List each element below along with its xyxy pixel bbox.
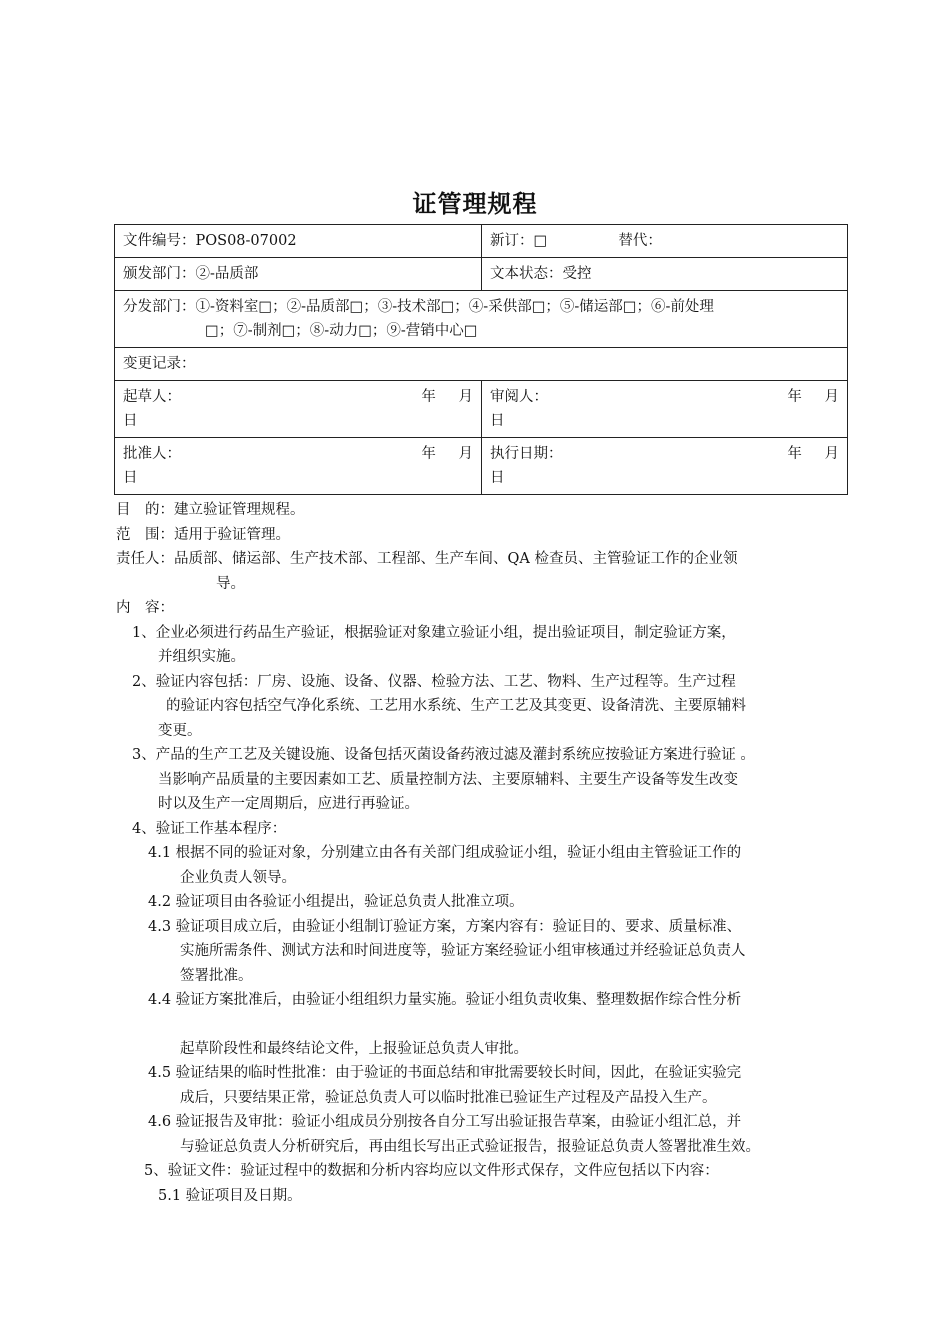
exec-date-cell [482, 438, 848, 495]
revision-cell [482, 225, 848, 258]
item-4-1-line-2: 企业负责人领导。 [180, 869, 296, 886]
distribution-cell [115, 291, 848, 348]
item-4-3-line-2: 实施所需条件、测试方法和时间进度等，验证方案经验证小组审核通过并经验证总负责人 [180, 943, 746, 959]
item-2-line-1: 2、验证内容包括：厂房、设施、设备、仪器、检验方法、工艺、物料、生产过程等。生产过程 [132, 673, 736, 690]
approver-day: 日 [123, 470, 138, 486]
item-3-line-3: 时以及生产一定周期后，应进行再验证。 [158, 796, 419, 812]
item-4-5-line-2: 成后，只要结果正常，验证总负责人可以临时批准已验证生产过程及产品投入生产。 [180, 1089, 717, 1106]
exec-date-label: 执行日期： [490, 446, 563, 462]
item-3-line-1: 3、产品的生产工艺及关键设施、设备包括灭菌设备药液过滤及灌封系统应按验证方案进行验证 。 [132, 747, 755, 763]
item-3-line-2: 当影响产品质量的主要因素如工艺、质量控制方法、主要原辅料、主要生产设备等发生改变 [158, 771, 738, 788]
approver-cell [115, 438, 482, 495]
item-4-2: 4.2 验证项目由各验证小组提出，验证总负责人批准立项。 [148, 894, 524, 910]
distribution-line-1: 分发部门：①-资料室□；②-品质部□；③-技术部□；④-采供部□；⑤-储运部□；⑥-前处理 [123, 299, 714, 315]
change-record: 变更记录： [123, 356, 196, 372]
exec-date-year-month: 年 月 [787, 446, 839, 462]
item-5-1: 5.1 验证项目及日期。 [158, 1187, 302, 1204]
item-4-5-line-1: 4.5 验证结果的临时性批准：由于验证的书面总结和审批需要较长时间，因此，在验证实验完 [148, 1065, 742, 1081]
item-2-line-3: 变更。 [158, 722, 202, 739]
content-label: 内 容： [116, 600, 174, 616]
reviewer-label: 审阅人： [490, 389, 548, 405]
issued-by-cell [115, 258, 482, 291]
reviewer-year-month: 年 月 [787, 389, 839, 405]
item-4-3-line-3: 签署批准。 [180, 967, 253, 984]
responsible-line-2: 导。 [216, 575, 245, 592]
drafter-cell [115, 381, 482, 438]
item-1-line-1: 1、企业必须进行药品生产验证，根据验证对象建立验证小组，提出验证项目，制定验证方案， [132, 624, 736, 641]
document-header-table [114, 224, 848, 495]
distribution-line-2: □；⑦-制剂□；⑧-动力□；⑨-营销中心□ [205, 323, 478, 339]
reviewer-day: 日 [490, 413, 505, 429]
new-revision: 新订：□ [490, 233, 548, 249]
file-number-cell [115, 225, 482, 258]
item-1-line-2: 并组织实施。 [158, 649, 245, 665]
issued-by: 颁发部门：②-品质部 [123, 266, 259, 282]
document-title: 证管理规程 [412, 190, 538, 218]
item-4-4-line-1: 4.4 验证方案批准后，由验证小组组织力量实施。验证小组负责收集、整理数据作综合性分析 [148, 992, 742, 1008]
responsible-line-1: 责任人：品质部、储运部、生产技术部、工程部、生产车间、QA 检查员、主管验证工作的企业领 [116, 551, 738, 567]
purpose: 目 的：建立验证管理规程。 [116, 502, 305, 518]
item-5: 5、验证文件：验证过程中的数据和分析内容均应以文件形式保存，文件应包括以下内容： [144, 1163, 719, 1179]
approver-year-month: 年 月 [421, 446, 473, 462]
exec-date-day: 日 [490, 470, 505, 486]
drafter-year-month: 年 月 [421, 389, 473, 405]
change-record-cell [115, 348, 848, 381]
item-4-1-line-1: 4.1 根据不同的验证对象，分别建立由各有关部门组成验证小组，验证小组由主管验证工作的 [148, 845, 742, 861]
item-4: 4、验证工作基本程序： [132, 820, 287, 837]
approver-label: 批准人： [123, 446, 181, 462]
replace-field: 替代： [618, 233, 662, 249]
doc-status-cell [482, 258, 848, 291]
item-2-line-2: 的验证内容包括空气净化系统、工艺用水系统、生产工艺及其变更、设备清洗、主要原辅料 [166, 698, 746, 714]
item-4-6-line-1: 4.6 验证报告及审批：验证小组成员分别按各自分工写出验证报告草案，由验证小组汇总，并 [148, 1114, 742, 1130]
drafter-label: 起草人： [123, 389, 181, 405]
item-4-3-line-1: 4.3 验证项目成立后，由验证小组制订验证方案，方案内容有：验证目的、要求、质量标准、 [148, 918, 742, 935]
reviewer-cell [482, 381, 848, 438]
item-4-6-line-2: 与验证总负责人分析研究后，再由组长写出正式验证报告，报验证总负责人签署批准生效。 [180, 1138, 760, 1155]
file-number: 文件编号：POS08-07002 [123, 233, 297, 249]
doc-status: 文本状态：受控 [490, 266, 592, 282]
item-4-4-line-2: 起草阶段性和最终结论文件，上报验证总负责人审批。 [180, 1040, 528, 1057]
document-body [116, 498, 846, 1208]
drafter-day: 日 [123, 413, 138, 429]
scope: 范 围：适用于验证管理。 [116, 526, 290, 543]
